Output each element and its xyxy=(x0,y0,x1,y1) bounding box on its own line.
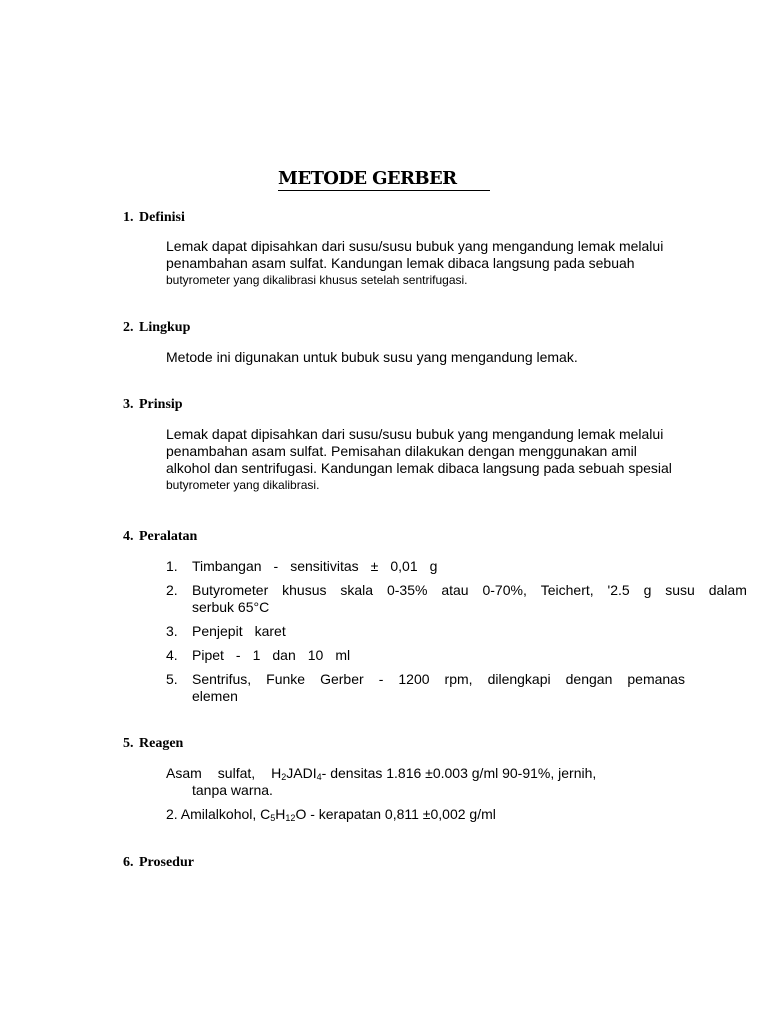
reagen-item-1-continuation: tanpa warna. xyxy=(192,782,273,798)
word: 1 xyxy=(252,647,261,663)
word: dan xyxy=(272,647,296,663)
list-number: 3. xyxy=(166,623,178,639)
word: Penjepit xyxy=(192,623,243,639)
chemical-formula xyxy=(271,765,322,781)
prinsip-paragraph xyxy=(166,426,672,494)
list-text xyxy=(192,671,685,688)
section-label: Lingkup xyxy=(139,320,191,335)
list-number: 4. xyxy=(166,647,178,663)
reagen-item-2 xyxy=(166,806,496,823)
formula-part: H xyxy=(271,765,282,781)
page-title: METODE GERBER xyxy=(278,168,457,189)
word: Timbangan xyxy=(192,558,262,574)
formula-subscript: 12 xyxy=(285,813,296,823)
peralatan-item-3 xyxy=(166,623,298,640)
word: Asam xyxy=(166,765,202,781)
section-number: 1. xyxy=(123,210,134,225)
peralatan-item-4 xyxy=(166,647,362,664)
word: 1200 xyxy=(398,671,430,687)
word: '2.5 xyxy=(607,582,630,598)
word: Gerber xyxy=(320,671,364,687)
definisi-line-2: penambahan asam sulfat. Kandungan lemak dibaca langsung pada sebuah xyxy=(166,255,635,271)
section-label: Prinsip xyxy=(139,397,183,412)
word: dilengkapi xyxy=(487,671,551,687)
word: dengan xyxy=(565,671,613,687)
section-heading-peralatan xyxy=(123,529,197,545)
word: Sentrifus, xyxy=(192,671,252,687)
prinsip-line-3: alkohol dan sentrifugasi. Kandungan lemak dibaca langsung pada sebuah spesial xyxy=(166,460,672,476)
word: 0-35% xyxy=(386,582,428,598)
word: - xyxy=(235,647,241,663)
section-number: 2. xyxy=(123,320,134,335)
word: ml xyxy=(335,647,351,663)
word: ± xyxy=(370,558,379,574)
lingkup-line-1: Metode ini digunakan untuk bubuk susu yang mengandung lemak. xyxy=(166,349,578,365)
word: g xyxy=(429,558,438,574)
reagen-item-2-rest: O - kerapatan 0,811 ±0,002 g/ml xyxy=(295,806,496,822)
list-continuation: elemen xyxy=(192,688,238,704)
definisi-paragraph xyxy=(166,238,663,289)
prinsip-line-1: Lemak dapat dipisahkan dari susu/susu bubuk yang mengandung lemak melalui xyxy=(166,426,664,442)
word: rpm, xyxy=(444,671,473,687)
section-label: Peralatan xyxy=(139,529,198,544)
formula-subscript: 2 xyxy=(281,772,287,782)
word: 0,01 xyxy=(390,558,418,574)
prinsip-line-4: butyrometer yang dikalibrasi. xyxy=(166,478,320,492)
peralatan-item-1 xyxy=(166,558,449,575)
word: pemanas xyxy=(627,671,685,687)
formula-part: JADI xyxy=(286,765,317,781)
definisi-line-3: butyrometer yang dikalibrasi khusus setelah sentrifugasi. xyxy=(166,273,468,287)
list-number: 5. xyxy=(166,671,178,687)
prinsip-line-2: penambahan asam sulfat. Pemisahan dilakukan dengan menggunakan amil xyxy=(166,443,637,459)
section-heading-prinsip xyxy=(123,397,183,413)
lingkup-paragraph xyxy=(166,349,578,366)
word: susu xyxy=(665,582,695,598)
word: g xyxy=(643,582,652,598)
word: - xyxy=(378,671,384,687)
list-number: 1. xyxy=(166,558,178,574)
word: karet xyxy=(254,623,286,639)
word: skala xyxy=(340,582,374,598)
reagen-item-1-rest: - densitas 1.816 ±0.003 g/ml 90-91%, jernih, xyxy=(321,765,597,781)
formula-part: H xyxy=(275,806,286,822)
section-label: Definisi xyxy=(139,210,185,225)
list-continuation: serbuk 65°C xyxy=(192,599,270,615)
peralatan-item-5 xyxy=(166,671,685,705)
list-text xyxy=(192,647,362,663)
formula-subscript: 5 xyxy=(270,813,276,823)
section-number: 3. xyxy=(123,397,134,412)
section-number: 6. xyxy=(123,855,134,870)
word: 10 xyxy=(307,647,324,663)
section-heading-lingkup xyxy=(123,320,190,336)
section-number: 4. xyxy=(123,529,134,544)
section-label: Prosedur xyxy=(139,855,194,870)
reagen-item-1-line xyxy=(166,765,596,782)
title-underline xyxy=(278,190,490,191)
section-heading-reagen xyxy=(123,736,183,752)
word: Funke xyxy=(266,671,306,687)
word: sensitivitas xyxy=(290,558,359,574)
word: khusus xyxy=(282,582,327,598)
section-label: Reagen xyxy=(139,736,184,751)
list-text xyxy=(192,558,449,574)
peralatan-item-2 xyxy=(166,582,747,616)
word: Teichert, xyxy=(540,582,594,598)
word: sulfat, xyxy=(217,765,256,781)
word: Butyrometer xyxy=(192,582,269,598)
reagen-item-1 xyxy=(166,765,596,799)
section-heading-definisi xyxy=(123,210,185,226)
word: dalam xyxy=(708,582,747,598)
reagen-item-2-text: 2. Amilalkohol, C xyxy=(166,806,271,822)
definisi-line-1: Lemak dapat dipisahkan dari susu/susu bubuk yang mengandung lemak melalui xyxy=(166,238,664,254)
list-number: 2. xyxy=(166,582,178,598)
word: 0-70%, xyxy=(482,582,527,598)
list-text xyxy=(192,623,298,639)
word: atau xyxy=(441,582,469,598)
section-heading-prosedur xyxy=(123,855,194,871)
formula-subscript: 4 xyxy=(316,772,322,782)
list-text xyxy=(192,582,747,599)
word: - xyxy=(273,558,279,574)
section-number: 5. xyxy=(123,736,134,751)
word: Pipet xyxy=(192,647,224,663)
